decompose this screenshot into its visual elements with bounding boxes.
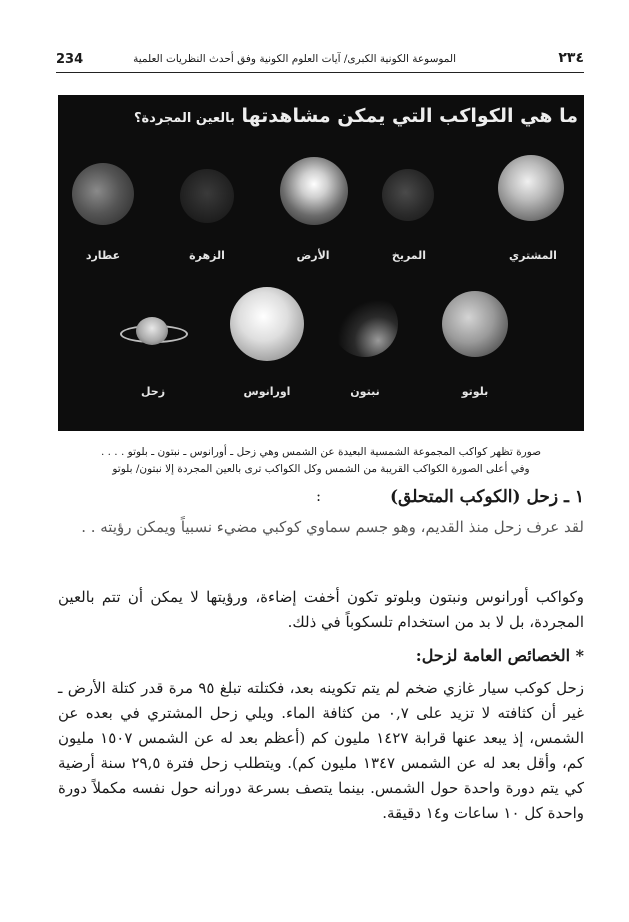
label-neptune: نبتون bbox=[350, 385, 380, 398]
label-earth: الأرض bbox=[296, 249, 330, 262]
label-saturn: زحل bbox=[140, 385, 166, 398]
label-mars: المريخ bbox=[391, 249, 427, 262]
mercury-image bbox=[72, 163, 134, 225]
uranus-image bbox=[230, 287, 304, 361]
label-uranus: اورانوس bbox=[243, 385, 291, 398]
paragraph-1: لقد عرف زحل منذ القديم، وهو جسم سماوي كوكبي مضيء نسبياً ويمكن رؤيته . . bbox=[81, 518, 584, 536]
label-mercury: عطارد bbox=[85, 249, 121, 262]
jupiter-image bbox=[498, 155, 564, 221]
section-title: ١ ـ زحل (الكوكب المتحلق) bbox=[390, 487, 584, 507]
figure-title bbox=[58, 105, 584, 127]
venus-image bbox=[180, 169, 234, 223]
page-number-latin: 234 bbox=[56, 52, 84, 67]
pluto-image bbox=[442, 291, 508, 357]
earth-image bbox=[280, 157, 348, 225]
label-pluto: بلوتو bbox=[461, 385, 489, 398]
characteristics-heading: * الخصائص العامة لزحل: bbox=[415, 646, 584, 665]
caption-line-1: صورة تظهر كواكب المجموعة الشمسية البعيدة عن الشمس وهي زحل ـ أورانوس ـ نبتون ـ بلوتو . . . . bbox=[100, 446, 542, 458]
neptune-image bbox=[332, 291, 398, 357]
label-venus: الزهرة bbox=[189, 249, 225, 262]
mars-image bbox=[382, 169, 434, 221]
caption-line-2: وفي أعلى الصورة الكواكب القريبة من الشمس وكل الكواكب ترى بالعين المجردة إلا نبتون/ بلوتو bbox=[112, 463, 530, 475]
paragraph-3: زحل كوكب سيار غازي ضخم لم يتم تكوينه بعد، فكتلته تبلغ ٩٥ مرة قدر كتلة الأرض ـ غير أن كثافته لا تزيد على ٠,٧ من كثافة الماء. ويلي زحل المشتري في بعده عن الشمس، إذ يبعد عنها قرابة ١٤٢٧ مليون كم (أعظم بعد له عن الشمس ١٥٠٧ مليون كم، وأقل بعد له عن الشمس ١٣٤٧ مليون كم). ويتطلب زحل فترة ٢٩,٥ سنة أرضية كي يتم دورة واحدة حول الشمس. بينما يتصف بسرعة دورانه حول نفسه مكملاً دورة واحدة كل ١٠ ساعات و١٤ دقيقة. bbox=[58, 679, 585, 822]
paragraph-2: وكواكب أورانوس ونبتون وبلوتو تكون أخفت إضاءة، ورؤيتها لا يمكن أن تتم بالعين المجردة، بل لا بد من استخدام تلسكوباً في ذلك. bbox=[58, 588, 584, 631]
figure-title-main: ما هي الكواكب التي يمكن مشاهدتها bbox=[241, 105, 578, 127]
stray-colon: : bbox=[316, 487, 322, 505]
running-title: الموسوعة الكونية الكبرى/ آيات العلوم الكونية وفق أحدث النظريات العلمية bbox=[133, 53, 456, 65]
header-rule bbox=[56, 72, 584, 73]
saturn-image bbox=[136, 317, 168, 345]
running-header bbox=[56, 50, 584, 76]
figure-caption bbox=[58, 444, 584, 478]
label-jupiter: المشتري bbox=[509, 249, 557, 262]
planets-figure bbox=[58, 95, 584, 431]
figure-title-tail: بالعين المجردة؟ bbox=[133, 111, 235, 126]
page-number-arabic: ٢٣٤ bbox=[558, 50, 584, 66]
